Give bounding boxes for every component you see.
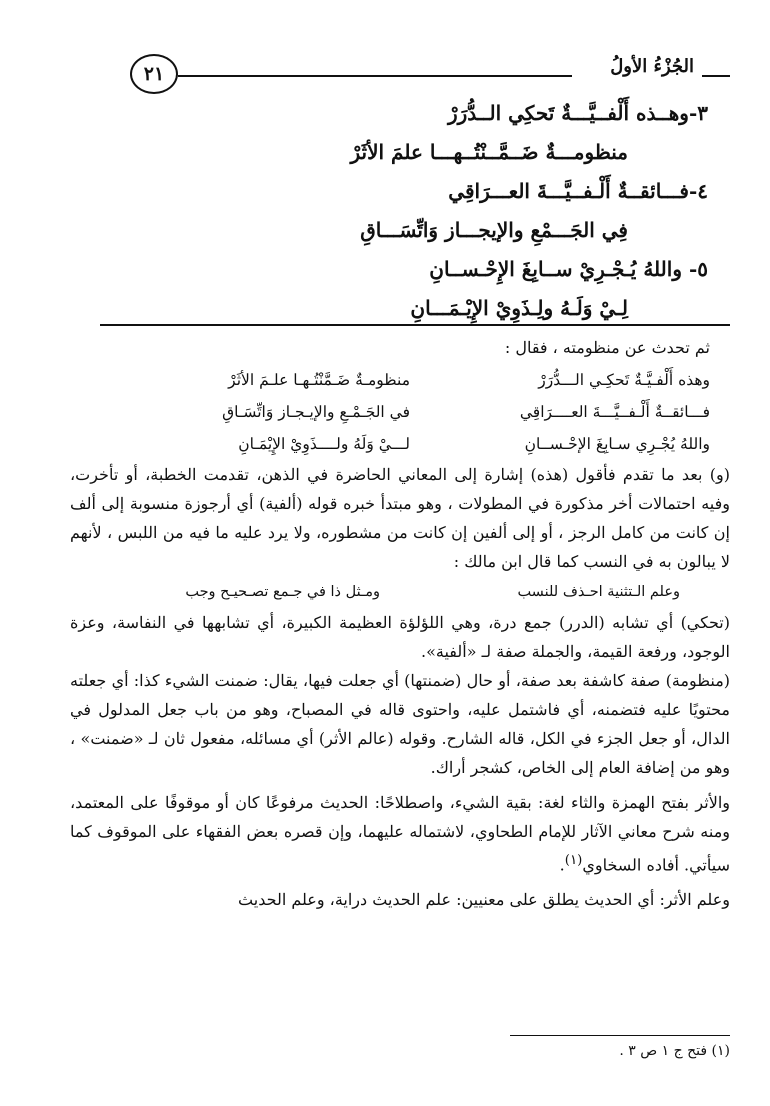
header-dash [702,75,730,77]
commentary [70,332,730,914]
commentary-paragraph: (منظومة) صفة كاشفة بعد صفة، أو حال (ضمنتها) أي جعلت فيها، يقال: ضمنت الشيء كذا: أي جعلته محتويًا عليه فتضمنه، أي فاشتمل عليه، واحتوى قاله في المصباح، وهو من باب جعل المدلول في الدال، أو جعل الجزء في الكل، قاله الشارح. وقوله (عالم الأثر) أي مسائله، مفعول ثان لـ «ضمنت» ، وهو من إضافة العام إلى الخاص، كشجر أراك. [70,671,730,777]
quoted-verses [70,364,730,460]
commentary-paragraph: (و) بعد ما تقدم فأقول (هذه) إشارة إلى المعاني الحاضرة في الذهن، تقدمت الخطبة، أو تأخرت، وفيه احتمالات أخر مذكورة في المطولات ، وهو مبتدأ خبره قوله (ألفية) أي أرجوزة منسوبة إلى ألف إن كانت من كامل الرجز ، أو إلى ألفين إن كانت من مشطوره، ولا يرد عليه ما فيه من اللبس ، لأنهم لا يبالون به في النسب كما قال ابن مالك : [70,465,730,571]
sentence-end: . [559,855,565,875]
footnote-rule [510,1035,730,1036]
page-header [100,54,730,94]
verse-second-half: في الجَـمْـعِ والإيـجـاز وَاتِّسَـاقِ [222,403,410,421]
footnote: (١) فتح ج ١ ص ٣ . [619,1043,730,1059]
matn-divider [100,324,730,326]
verse-second-half: منظومـةٌ ضَـمَّنْتُـهـا علـمَ الأثَرْ [228,371,410,389]
commentary-paragraph [70,788,730,879]
commentary-paragraph: (تحكي) أي تشابه (الدرر) جمع درة، وهي اللؤلؤة العظيمة الكبيرة، أي تشابهها في النفاسة، وعزة الوجود، ورفعة القيمة، والجملة صفة لـ «ألفية». [70,613,731,661]
verse-first-half: واللهُ يُجْـرِي سـابِغَ الإحْـســانِ [524,435,710,453]
paragraph-text: والأثر بفتح الهمزة والثاء لغة: بقية الشيء، واصطلاحًا: الحديث مرفوعًا كان أو موقوفًا على المعتمد، ومنه شرح معاني الآثار للإمام الطحاوي، لاشتماله عليهما، وإن قصره بعض الفقهاء على الموقوف كما سيأتي. أفاده السخاوي [70,793,730,875]
verse-first-half: فـــائقــةٌ أَلْـفــيَّـــةَ العــــرَاقِي [519,403,710,421]
footnote-reference: (١) [564,853,583,868]
verse-row [70,396,730,428]
verse-second-half: ومـثل ذا في جـمع تصـحيـح وجب [185,584,380,600]
part-title: الجُزْءُ الأولُ [610,56,694,77]
commentary-paragraph: وعلم الأثر: أي الحديث يطلق على معنيين: علم الحديث دراية، وعلم الحديث [238,890,730,910]
poem-line: لِـيْ وَلَـهُ ولِـذَوِيْ الإِيْـمَـــانِ [410,296,628,320]
poem-line: فِي الجَـــمْعِ والإيجـــاز وَاتِّسَـــاقِ [360,218,628,242]
ibn-malik-verse [70,576,730,608]
page-number: ٢١ [130,54,178,94]
verse-row [70,364,730,396]
header-rule [178,75,572,77]
commentary-intro: ثم تحدث عن منظومته ، فقال : [504,338,710,357]
poem-matn [108,94,708,328]
poem-line: منظومـــةٌ ضَــمَّــنْتُــهـــا علمَ الأثَرْ [350,140,628,164]
poem-line: ٤-فـــائقــةٌ أَلْـفــيَّـــةَ العـــرَاقِي [448,179,708,203]
verse-first-half: وهذه أَلْفـيَّـةٌ تَحكِـي الـــدُّرَرْ [538,371,710,389]
verse-row [70,428,730,460]
poem-line: ٣-وهــذه أَلْفــيَّـــةٌ تَحكِي الــدُّرَرْ [447,101,708,125]
verse-first-half: وعلم الـتثنية احـذف للنسب [517,584,680,600]
verse-second-half: لـــيْ وَلَهُ ولــــذَوِيْ الإِيْمَـانِ [238,435,410,453]
poem-line: ٥- واللهُ يُـجْـرِيْ ســابِغَ الإِحْـســانِ [429,257,708,281]
